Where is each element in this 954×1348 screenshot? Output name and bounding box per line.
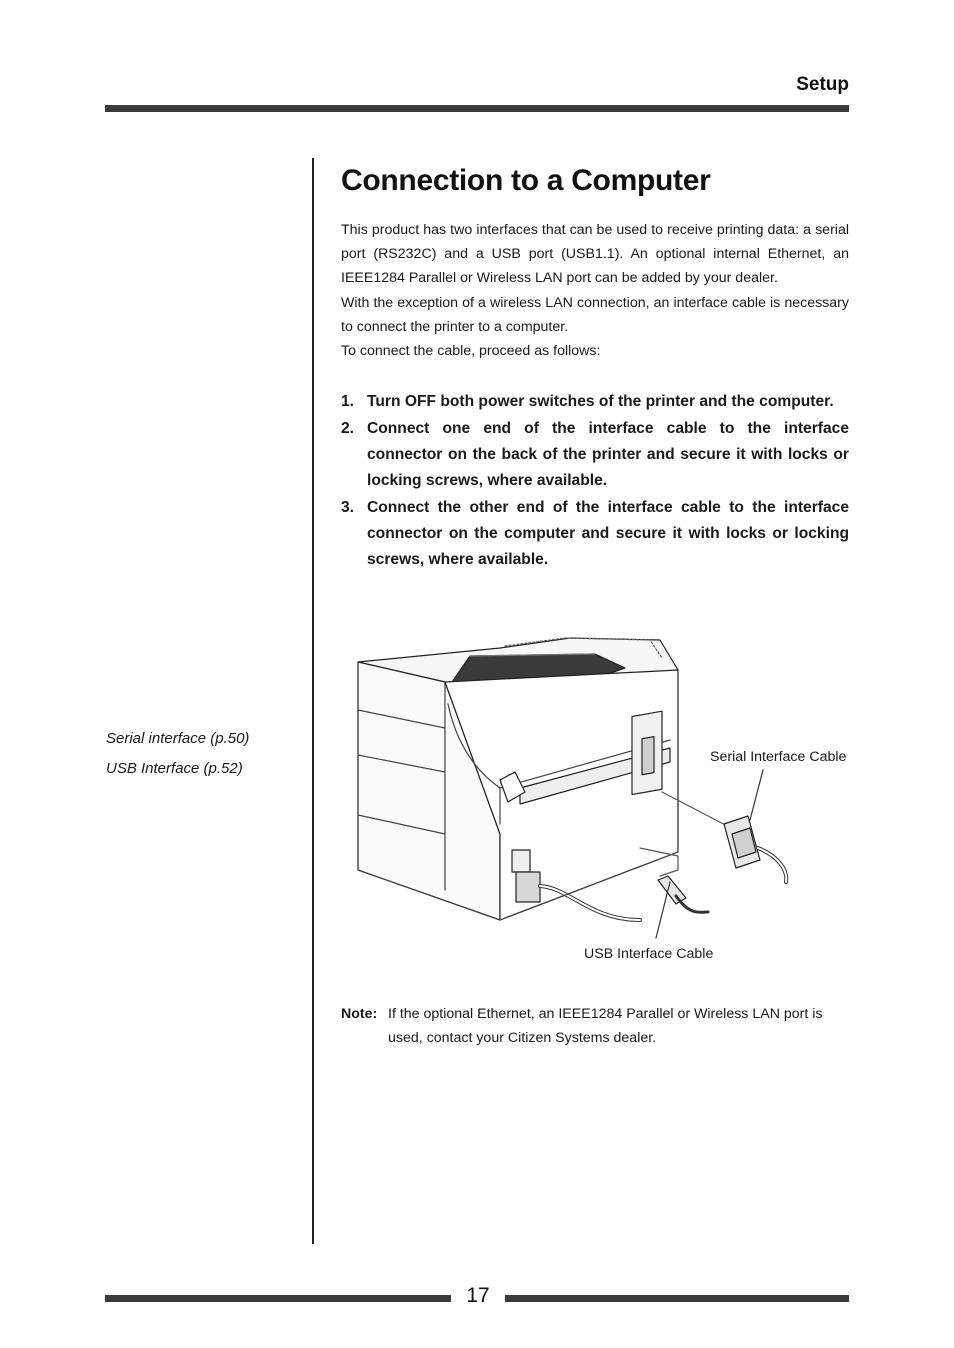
column-divider xyxy=(312,158,314,1244)
step-number: 2. xyxy=(341,420,355,438)
steps-list xyxy=(341,389,849,573)
intro-text xyxy=(341,218,849,363)
step-item xyxy=(341,389,849,415)
step-text: Connect one end of the interface cable to the interface connector on the back of the printer and secure it with locks or locking screws, where available. xyxy=(367,420,849,490)
sidebar-references xyxy=(106,724,306,784)
usb-cable-label: USB Interface Cable xyxy=(584,946,714,962)
step-item xyxy=(341,495,849,573)
footer-rule-left xyxy=(105,1295,451,1302)
note xyxy=(341,1002,849,1050)
step-text: Turn OFF both power switches of the printer and the computer. xyxy=(367,393,834,411)
printer-illustration xyxy=(340,620,860,970)
step-text: Connect the other end of the interface cable to the interface connector on the computer and secure it with locks or locking screws, where available. xyxy=(367,499,849,569)
note-text: If the optional Ethernet, an IEEE1284 Parallel or Wireless LAN port is used, contact your Citizen Systems dealer. xyxy=(388,1006,823,1047)
printer-connection-figure xyxy=(340,620,860,970)
sidebar-ref-usb[interactable]: USB Interface (p.52) xyxy=(106,760,243,777)
page-title: Connection to a Computer xyxy=(341,164,711,197)
intro-paragraph: This product has two interfaces that can be used to receive printing data: a serial port (RS232C) and a USB port (USB1.1). An optional internal Ethernet, an IEEE1284 Parallel or Wireless LAN port can be added by your dealer. xyxy=(341,222,849,287)
section-label: Setup xyxy=(796,74,849,95)
serial-cable-label: Serial Interface Cable xyxy=(710,749,847,765)
header-rule xyxy=(105,105,849,112)
footer-rule-right xyxy=(505,1295,849,1302)
intro-paragraph: With the exception of a wireless LAN connection, an interface cable is necessary to connect the printer to a computer. xyxy=(341,294,849,335)
sidebar-ref-serial[interactable]: Serial interface (p.50) xyxy=(106,730,250,747)
step-item xyxy=(341,416,849,494)
main-content xyxy=(341,160,849,574)
step-number: 1. xyxy=(341,393,355,411)
step-number: 3. xyxy=(341,499,355,517)
page-number: 17 xyxy=(466,1284,490,1307)
intro-paragraph: To connect the cable, proceed as follows: xyxy=(341,343,601,360)
note-label: Note: xyxy=(341,1006,378,1022)
